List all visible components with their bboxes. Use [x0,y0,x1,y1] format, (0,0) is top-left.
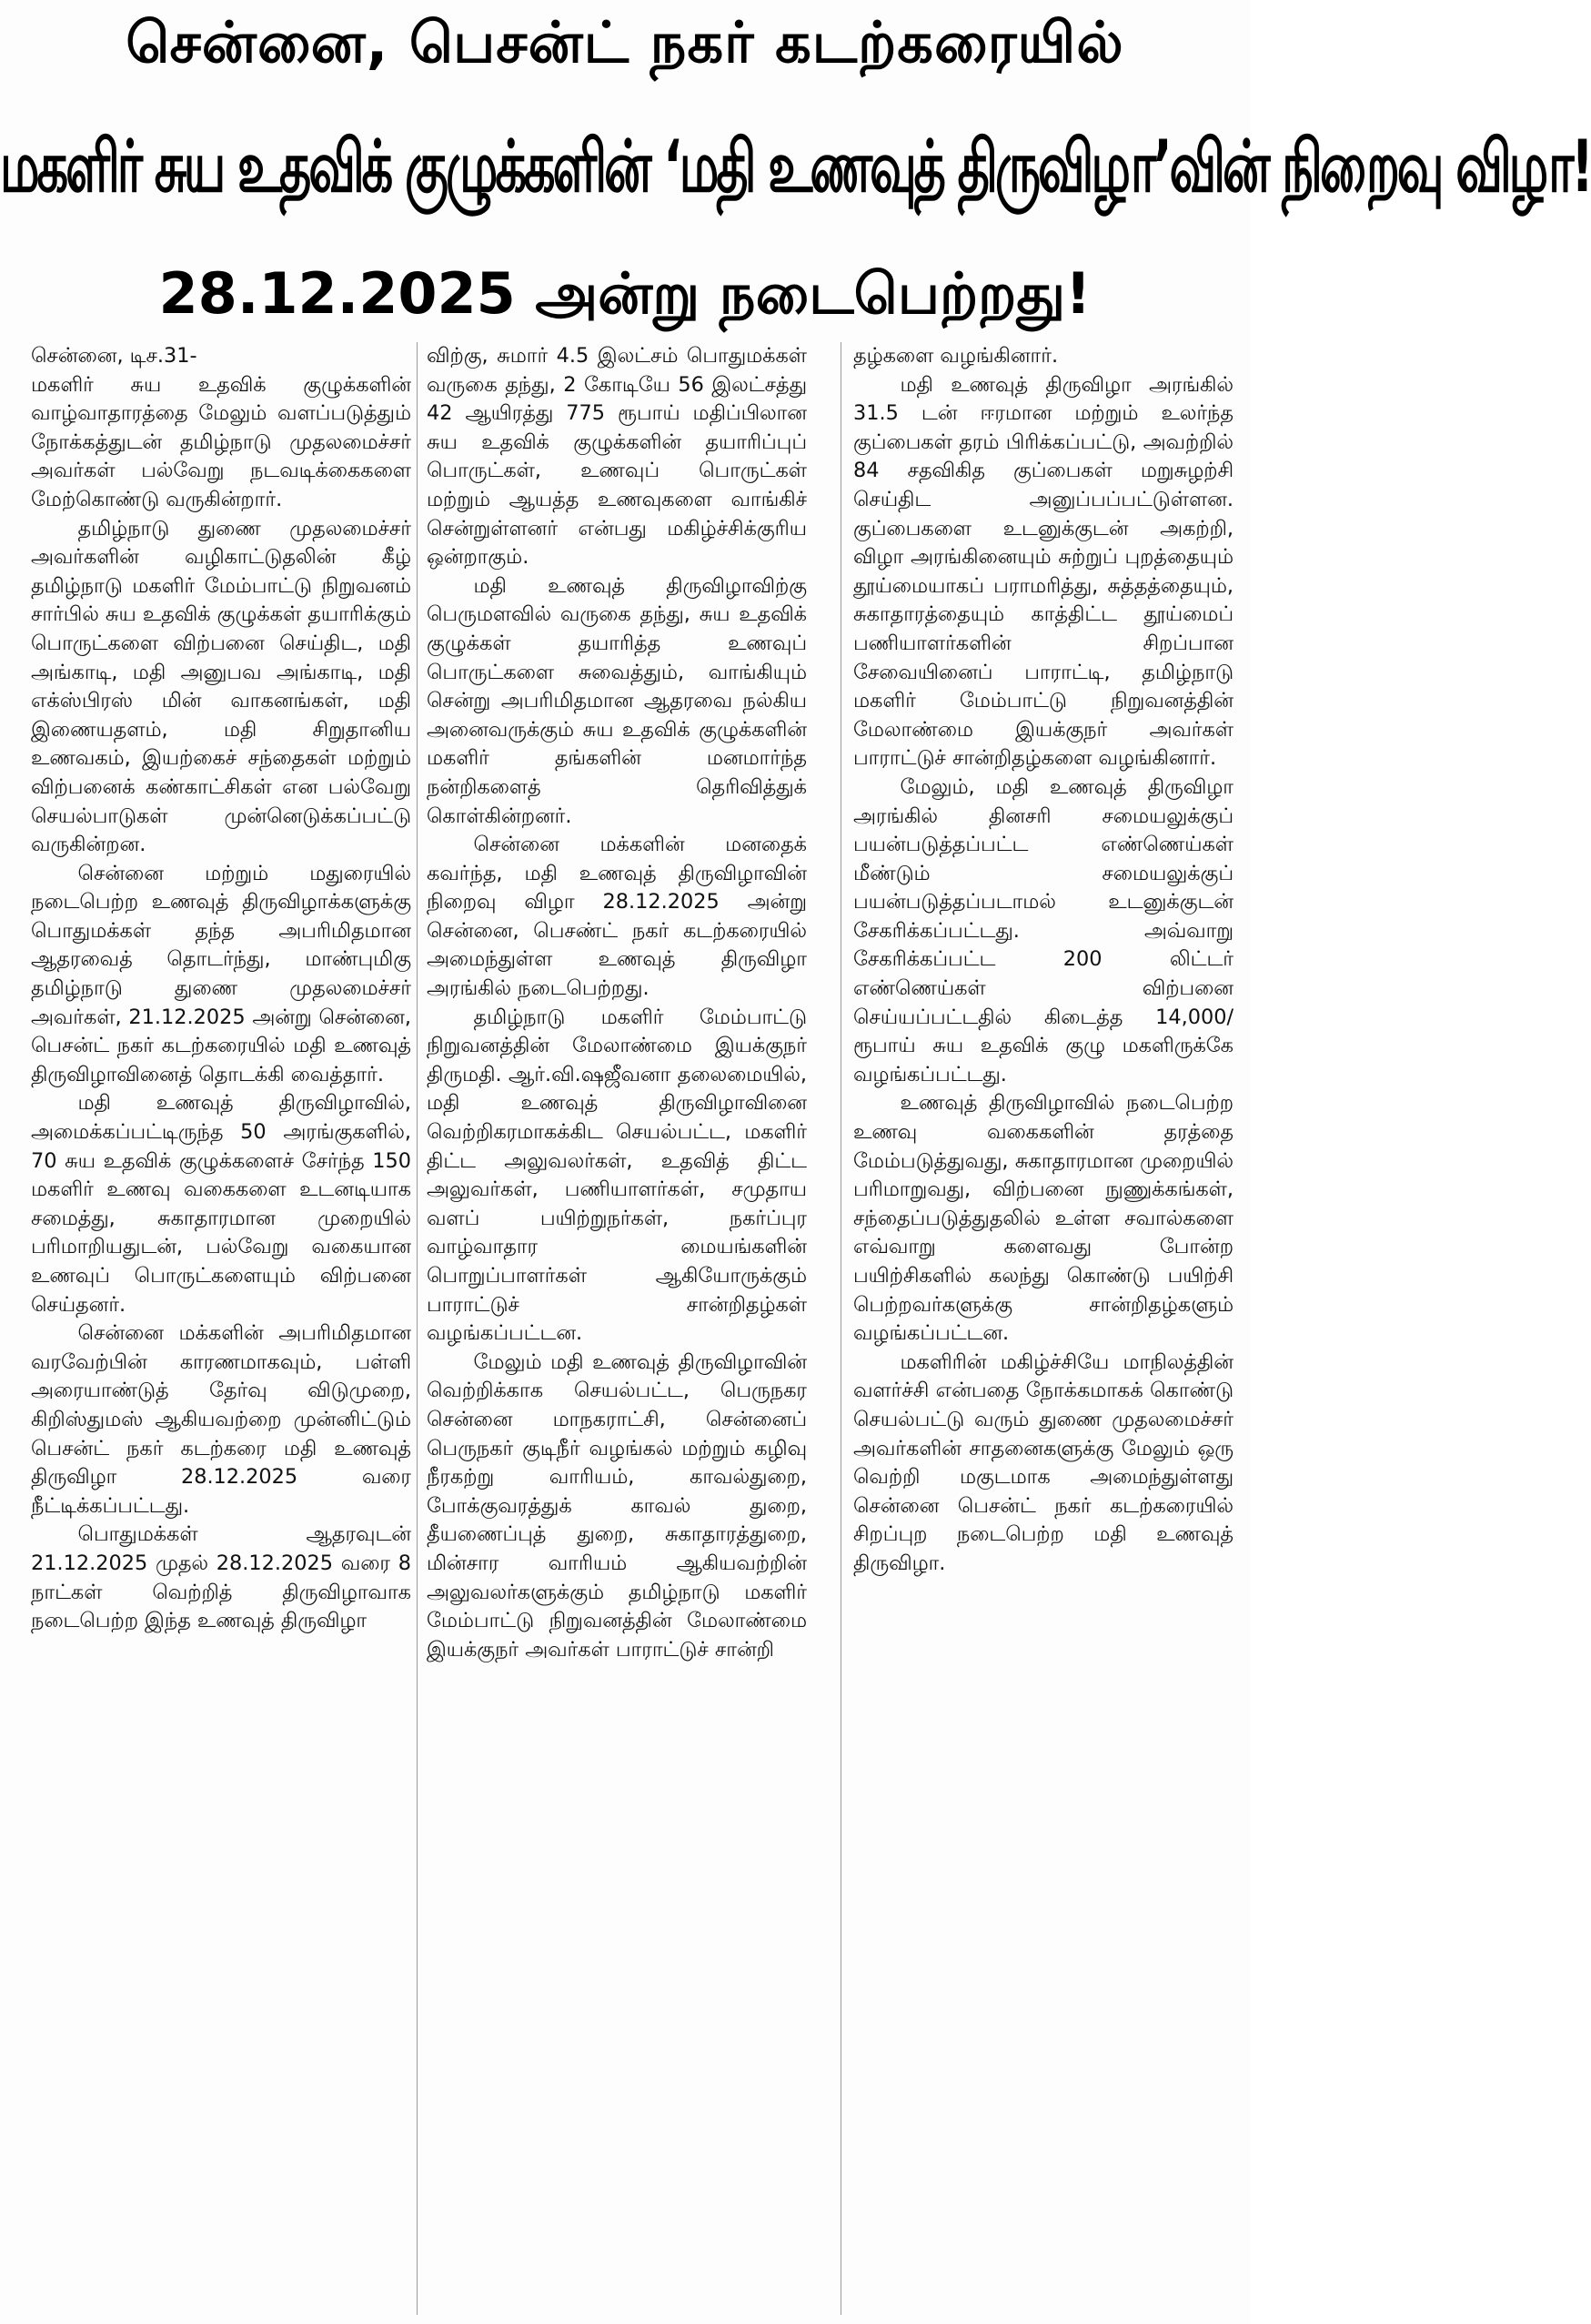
article-column-3 [853,342,1234,2315]
headline-date-line: 28.12.2025 அன்று நடைபெற்றது! [158,260,1092,327]
dateline: சென்னை, டிச.31- [31,344,197,368]
paragraph: உணவுத் திருவிழாவில் நடைபெற்ற உணவு வகைகளின் தரத்தை மேம்படுத்துவது, சுகாதாரமான முறையில் பரிமாறுவது, விற்பனை நுணுக்கங்கள், சந்தைப்படுத்துதலில் உள்ள சவால்களை எவ்வாறு களைவது போன்ற பயிற்சிகளில் கலந்து கொண்டு பயிற்சி பெற்றவர்களுக்கு சான்றிதழ்களும் வழங்கப்பட்டன. [853,1091,1234,1346]
paragraph: தமிழ்நாடு மகளிர் மேம்பாட்டு நிறுவனத்தின் மேலாண்மை இயக்குநர் திருமதி. ஆர்.வி.ஷஜீவனா தலைமையில், மதி உணவுத் திருவிழாவினை வெற்றிகரமாகக்கிட செயல்பட்ட, மகளிர் திட்ட அலுவலர்கள், உதவித் திட்ட அலுவர்கள், பணியாளர்கள், சமுதாய வளப் பயிற்றுநர்கள், நகர்ப்புர வாழ்வாதார மையங்களின் பொறுப்பாளர்கள் ஆகியோருக்கும் பாராட்டுச் சான்றிதழ்கள் வழங்கப்பட்டன. [427,1005,807,1346]
paragraph: மகளிரின் மகிழ்ச்சியே மாநிலத்தின் வளர்ச்சி என்பதை நோக்கமாகக் கொண்டு செயல்பட்டு வரும் துணை முதலமைச்சர் அவர்களின் சாதனைகளுக்கு மேலும் ஒரு வெற்றி மகுடமாக அமைந்துள்ளது சென்னை பெசன்ட் நகர் கடற்கரையில் சிறப்புற நடைபெற்ற மதி உணவுத் திருவிழா. [853,1349,1234,1575]
headline-line-1: சென்னை, பெசன்ட் நகர் கடற்கரையில் [126,9,1124,76]
paragraph: சென்னை மற்றும் மதுரையில் நடைபெற்ற உணவுத் திருவிழாக்களுக்கு பொதுமக்கள் தந்த அபரிமிதமான ஆதரவைத் தொடர்ந்து, மாண்புமிகு தமிழ்நாடு துணை முதலமைச்சர் அவர்கள், 21.12.2025 அன்று சென்னை, பெசன்ட் நகர் கடற்கரையில் மதி உணவுத் திருவிழாவினைத் தொடக்கி வைத்தார். [31,861,411,1086]
paragraph: சென்னை மக்களின் மனதைக் கவர்ந்த, மதி உணவுத் திருவிழாவின் நிறைவு விழா 28.12.2025 அன்று சென்னை, பெசண்ட் நகர் கடற்கரையில் அமைந்துள்ள உணவுத் திருவிழா அரங்கில் நடைபெற்றது. [427,833,807,1001]
paragraph: மதி உணவுத் திருவிழாவில், அமைக்கப்பட்டிருந்த 50 அரங்குகளில், 70 சுய உதவிக் குழுக்களைச் சேர்ந்த 150 மகளிர் உணவு வகைகளை உடனடியாக சமைத்து, சுகாதாரமான முறையில் பரிமாறியதுடன், பல்வேறு வகையான உணவுப் பொருட்களையும் விற்பனை செய்தனர். [31,1091,411,1317]
headline-line-2: மகளிர் சுய உதவிக் குழுக்களின் ‘மதி உணவுத் திருவிழா’வின் நிறைவு விழா! [0,125,1591,208]
paragraph: சென்னை மக்களின் அபரிமிதமான வரவேற்பின் காரணமாகவும், பள்ளி அரையாண்டுத் தேர்வு விடுமுறை, கிறிஸ்துமஸ் ஆகியவற்றை முன்னிட்டும் பெசன்ட் நகர் கடற்கரை மதி உணவுத் திருவிழா 28.12.2025 வரை நீட்டிக்கப்பட்டது. [31,1321,411,1518]
paragraph: மேலும், மதி உணவுத் திருவிழா அரங்கில் தினசரி சமையலுக்குப் பயன்படுத்தப்பட்ட எண்ணெய்கள் மீண்டும் சமையலுக்குப் பயன்படுத்தப்படாமல் உடனுக்குடன் சேகரிக்கப்பட்டது. அவ்வாறு சேகரிக்கப்பட்ட 200 லிட்டர் எண்ணெய்கள் விற்பனை செய்யப்பட்டதில் கிடைத்த 14,000/ ரூபாய் சுய உதவிக் குழு மகளிருக்கே வழங்கப்பட்டது. [853,774,1234,1086]
paragraph: தமிழ்நாடு துணை முதலமைச்சர் அவர்களின் வழிகாட்டுதலின் கீழ் தமிழ்நாடு மகளிர் மேம்பாட்டு நிறுவனம் சார்பில் சுய உதவிக் குழுக்கள் தயாரிக்கும் பொருட்களை விற்பனை செய்திட, மதி அங்காடி, மதி அனுபவ அங்காடி, மதி எக்ஸ்பிரஸ் மின் வாகனங்கள், மதி இணையதளம், மதி சிறுதானிய உணவகம், இயற்கைச் சந்தைகள் மற்றும் விற்பனைக் கண்காட்சிகள் என பல்வேறு செயல்பாடுகள் முன்னெடுக்கப்பட்டு வருகின்றன. [31,516,412,857]
paragraph: மகளிர் சுய உதவிக் குழுக்களின் வாழ்வாதாரத்தை மேலும் வளப்படுத்தும் நோக்கத்துடன் தமிழ்நாடு முதலமைச்சர் அவர்கள் பல்வேறு நடவடிக்கைகளை மேற்கொண்டு வருகின்றார். [31,372,411,511]
paragraph: விற்கு, சுமார் 4.5 இலட்சம் பொதுமக்கள் வருகை தந்து, 2 கோடியே 56 இலட்சத்து 42 ஆயிரத்து 775 ரூபாய் மதிப்பிலான சுய உதவிக் குழுக்களின் தயாரிப்புப் பொருட்கள், உணவுப் பொருட்கள் மற்றும் ஆயத்த உணவுகளை வாங்கிச் சென்றுள்ளனர் என்பது மகிழ்ச்சிக்குரிய ஒன்றாகும். [427,344,807,570]
article-column-1 [31,342,411,2315]
column-divider [417,342,418,2315]
article-column-2 [427,342,807,2315]
paragraph: பொதுமக்கள் ஆதரவுடன் 21.12.2025 முதல் 28.12.2025 வரை 8 நாட்கள் வெற்றித் திருவிழாவாக நடைபெற்ற இந்த உணவுத் திருவிழா [31,1522,411,1633]
paragraph: மதி உணவுத் திருவிழா அரங்கில் 31.5 டன் ஈரமான மற்றும் உலர்ந்த குப்பைகள் தரம் பிரிக்கப்பட்டு, அவற்றில் 84 சதவிகித குப்பைகள் மறுசுழற்சி செய்திட அனுப்பப்பட்டுள்ளன. குப்பைகளை உடனுக்குடன் அகற்றி, விழா அரங்கினையும் சுற்றுப் புறத்தையும் தூய்மையாகப் பராமரித்து, சுத்தத்தையும், சுகாதாரத்தையும் காத்திட்ட தூய்மைப் பணியாளர்களின் சிறப்பான சேவையினைப் பாராட்டி, தமிழ்நாடு மகளிர் மேம்பாட்டு நிறுவனத்தின் மேலாண்மை இயக்குநர் அவர்கள் பாராட்டுச் சான்றிதழ்களை வழங்கினார். [853,372,1234,771]
paragraph: மேலும் மதி உணவுத் திருவிழாவின் வெற்றிக்காக செயல்பட்ட, பெருநகர சென்னை மாநகராட்சி, சென்னைப் பெருநகர் குடிநீர் வழங்கல் மற்றும் கழிவு நீரகற்று வாரியம், காவல்துறை, போக்குவரத்துக் காவல் துறை, தீயணைப்புத் துறை, சுகாதாரத்துறை, மின்சார வாரியம் ஆகியவற்றின் அலுவலர்களுக்கும் தமிழ்நாடு மகளிர் மேம்பாட்டு நிறுவனத்தின் மேலாண்மை இயக்குநர் அவர்கள் பாராட்டுச் சான்றி [427,1349,807,1662]
paragraph: தழ்களை வழங்கினார். [853,344,1059,368]
paragraph: மதி உணவுத் திருவிழாவிற்கு பெருமளவில் வருகை தந்து, சுய உதவிக் குழுக்கள் தயாரித்த உணவுப் பொருட்களை சுவைத்தும், வாங்கியும் சென்று அபரிமிதமான ஆதரவை நல்கிய அனைவருக்கும் சுய உதவிக் குழுக்களின் மகளிர் தங்களின் மனமார்ந்த நன்றிகளைத் தெரிவித்துக் கொள்கின்றனர். [427,573,807,828]
